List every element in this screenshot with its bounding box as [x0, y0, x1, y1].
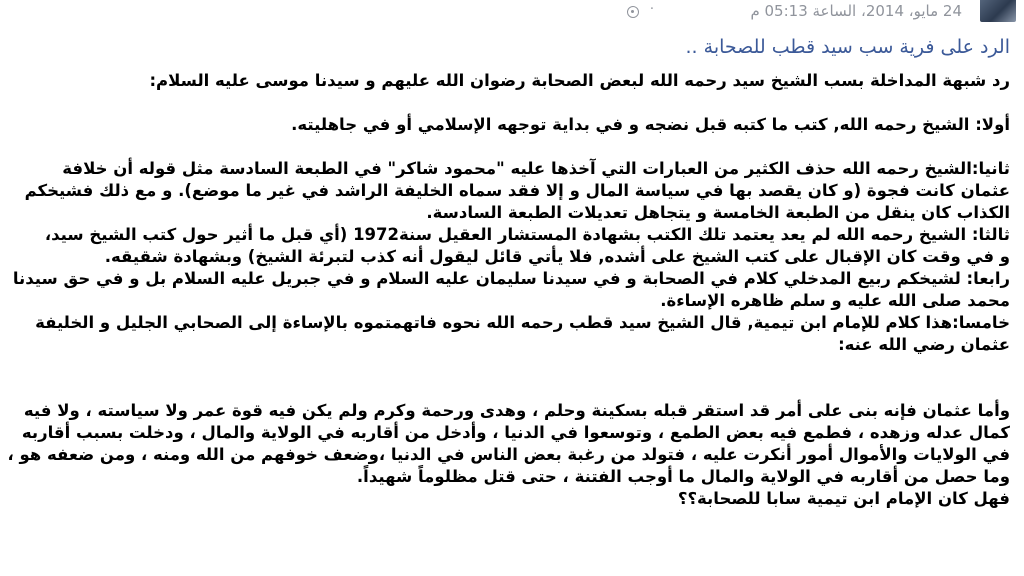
- privacy-separator: ·: [649, 2, 654, 17]
- paragraph-line: كمال عدله وزهده ، فطمع فيه بعض الطمع ، وتوسعوا في الدنيا ، وأدخل من أقاربه في الولاية والمال ، ودخلت بسبب أقاربه: [21, 423, 1010, 442]
- paragraph-line: فهل كان الإمام ابن تيمية سابا للصحابة؟؟: [677, 489, 1010, 508]
- post-header: [0, 0, 1024, 26]
- post-title: الرد على فرية سب سيد قطب للصحابة ..: [685, 36, 1010, 58]
- paragraph-fourth: [10, 268, 1010, 312]
- paragraph-line: وأما عثمان فإنه بنى على أمر قد استقر قبله بسكينة وحلم ، وهدى ورحمة وكرم ولم يكن فيه قوة عمر ولا سياسته ، ولا فيه: [23, 401, 1010, 420]
- globe-icon[interactable]: [627, 6, 639, 18]
- paragraph-second: [10, 158, 1010, 224]
- paragraph-intro: [10, 70, 1010, 92]
- paragraph-line: ثانيا:الشيخ رحمه الله حذف الكثير من العبارات التي آخذها عليه "محمود شاكر" في الطبعة السادسة مثل قوله أن خلافة: [62, 159, 1010, 178]
- paragraph-line: وما حصل من أقاربه في الولاية والمال ما أوجب الفتنة ، حتى قتل مظلوماً شهيداً.: [356, 467, 1010, 486]
- paragraph-line: ثالثا: الشيخ رحمه الله لم يعد يعتمد تلك الكتب بشهادة المستشار العقيل سنة1972 (أي قبل ما أثير حول كتب الشيخ سيد،: [44, 225, 1010, 244]
- paragraph-line: رابعا: لشيخكم ربيع المدخلي كلام في الصحابة و في سيدنا سليمان عليه السلام و في جبريل عليه السلام بل و في حق سيدنا: [12, 269, 1010, 288]
- paragraph-line: عثمان رضي الله عنه:: [838, 335, 1010, 354]
- paragraph-fifth: [10, 312, 1010, 356]
- paragraph-line: في الولايات والأموال أمور أنكرت عليه ، فتولد من رغبة بعض الناس في الدنيا ،وضعف خوفهم من الله ومنه ، ومن ضعفه هو ،: [7, 445, 1010, 464]
- paragraph-line: محمد صلى الله عليه و سلم ظاهره الإساءة.: [660, 291, 1010, 310]
- avatar[interactable]: [980, 0, 1016, 22]
- paragraph-line: الكذاب كان ينقل من الطبعة الخامسة و يتجاهل تعديلات الطبعة السادسة.: [426, 203, 1010, 222]
- post-timestamp[interactable]: 24 مايو، 2014، الساعة 05:13 م: [750, 2, 962, 20]
- paragraph-first: [10, 114, 1010, 136]
- paragraph-line: أولا: الشيخ رحمه الله, كتب ما كتبه قبل نضجه و في بداية توجهه الإسلامي أو في جاهليته.: [291, 115, 1010, 134]
- paragraph-line: رد شبهة المداخلة بسب الشيخ سيد رحمه الله لبعض الصحابة رضوان الله عليهم و سيدنا موسى عليه السلام:: [149, 71, 1010, 90]
- post-body: [7, 36, 1010, 510]
- paragraph-quote: [7, 400, 1010, 510]
- paragraph-third: [10, 224, 1010, 268]
- paragraph-line: و في وقت كان الإقبال على كتب الشيخ على أشده, فلا يأتي قائل ليقول أنه كذب لتبرئة الشيخ) وبشهادة شقيقه.: [104, 247, 1010, 266]
- paragraph-line: خامسا:هذا كلام للإمام ابن تيمية, قال الشيخ سيد قطب رحمه الله نحوه فاتهمتموه بالإساءة إلى الصحابي الجليل و الخليفة: [35, 313, 1010, 332]
- paragraph-line: عثمان كانت فجوة (و كان يقصد بها في سياسة المال و إلا فقد سماه الخليفة الراشد في غير ما موضع). و مع ذلك فشيخكم: [24, 181, 1010, 200]
